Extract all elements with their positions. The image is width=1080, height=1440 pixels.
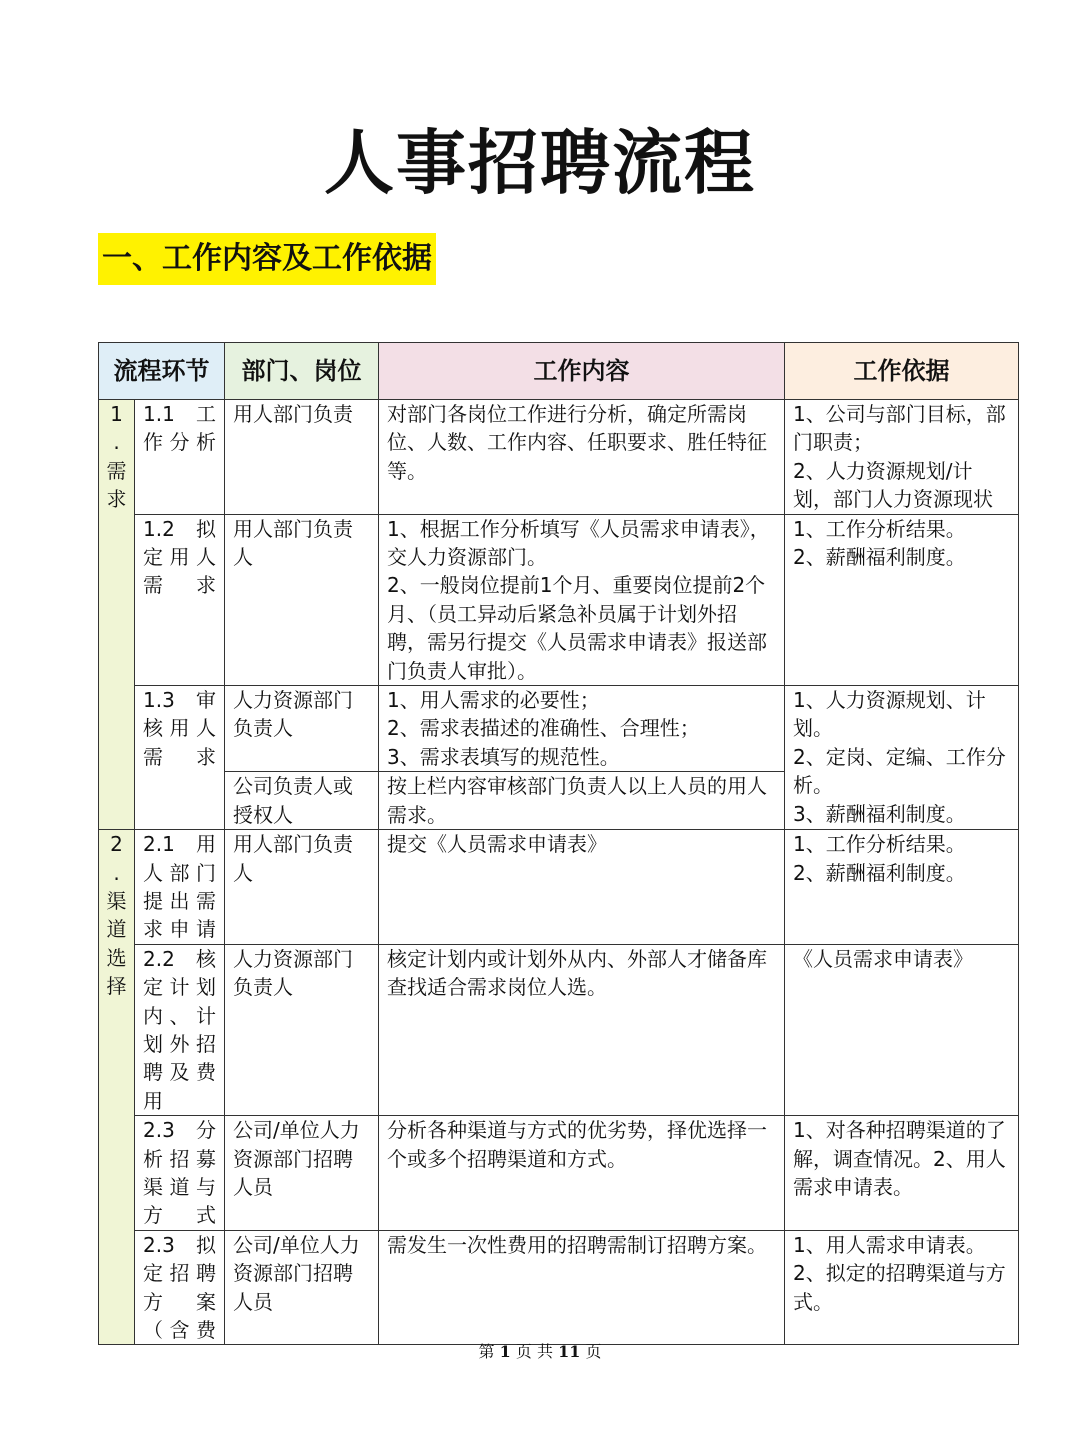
text-line: . <box>113 860 120 885</box>
basis-cell: 1、对各种招聘渠道的了解，调查情况。2、用人需求申请表。 <box>785 1116 1019 1231</box>
text-line: . <box>113 430 120 455</box>
text-line: 2、薪酬福利制度。 <box>793 545 966 570</box>
text-line: 2、薪酬福利制度。 <box>793 860 966 885</box>
dept-cell: 用人部门负责人 <box>225 830 379 945</box>
text-line: 1、公司与部门目标，部门职责； <box>793 402 1006 455</box>
basis-cell <box>785 830 1019 945</box>
step-cell: 2.3 分析招募渠道与方式 <box>135 1116 225 1231</box>
footer-suffix: 页 <box>585 1342 602 1361</box>
table-row <box>99 830 1019 945</box>
header-basis: 工作依据 <box>785 343 1019 400</box>
text-line: 3、需求表填写的规范性。 <box>387 744 620 769</box>
page-title: 人事招聘流程 <box>324 122 756 204</box>
text-line: 2、拟定的招聘渠道与方式。 <box>793 1261 1006 1314</box>
text-line: 道 <box>106 917 127 942</box>
step-cell: 2.3 拟定招聘方案（含费 <box>135 1230 225 1345</box>
table-row <box>99 1116 1019 1231</box>
basis-cell <box>785 514 1019 685</box>
text-line: 选 <box>106 945 127 970</box>
header-process-stage: 流程环节 <box>99 343 225 400</box>
step-cell: 1.3 审核用人需求 <box>135 686 225 830</box>
basis-cell: 《人员需求申请表》 <box>785 944 1019 1115</box>
dept-cell: 用人部门负责 <box>225 400 379 515</box>
table-row <box>99 944 1019 1115</box>
text-line: 3、薪酬福利制度。 <box>793 801 966 826</box>
text-line: 2、需求表描述的准确性、合理性； <box>387 716 700 741</box>
text-line: 2、一般岗位提前1个月、重要岗位提前2个月、（员工异动后紧急补员属于计划外招聘，需另行提交《人员需求申请表》报送部门负责人审批）。 <box>387 573 767 683</box>
text-line: 需 <box>106 458 127 483</box>
dept-cell: 人力资源部门负责人 <box>225 686 379 772</box>
step-cell: 1.1 工作分析 <box>135 400 225 515</box>
dept-cell: 公司/单位人力资源部门招聘人员 <box>225 1116 379 1231</box>
content-cell: 分析各种渠道与方式的优劣势，择优选择一个或多个招聘渠道和方式。 <box>379 1116 785 1231</box>
footer-middle: 页 共 <box>515 1342 553 1361</box>
step-cell: 1.2 拟定用人需求 <box>135 514 225 685</box>
dept-cell: 人力资源部门负责人 <box>225 944 379 1115</box>
content-cell: 按上栏内容审核部门负责人以上人员的用人需求。 <box>379 772 785 830</box>
text-line: 1 <box>110 402 123 426</box>
text-line: 2、定岗、定编、工作分析。 <box>793 744 1006 798</box>
stage-cell-demand <box>99 400 135 830</box>
text-line: 1、根据工作分析填写《人员需求申请表》，交人力资源部门。 <box>387 516 770 570</box>
footer-prefix: 第 <box>478 1342 495 1361</box>
content-cell <box>379 686 785 772</box>
basis-cell <box>785 686 1019 830</box>
content-cell: 核定计划内或计划外从内、外部人才储备库查找适合需求岗位人选。 <box>379 944 785 1115</box>
recruitment-process-table <box>98 342 1019 1345</box>
table-header-row <box>99 343 1019 400</box>
footer-total-pages: 11 <box>558 1342 581 1361</box>
header-department: 部门、岗位 <box>225 343 379 400</box>
text-line: 渠 <box>106 888 127 913</box>
text-line: 1、人力资源规划、计划。 <box>793 688 986 741</box>
footer-page-number: 1 <box>499 1342 511 1361</box>
text-line: 对部门各岗位工作进行分析，确定所需岗位、人数、工作内容、任职要求、胜任特征等。 <box>387 402 767 483</box>
stage-cell-channel <box>99 830 135 1345</box>
section-heading: 一、工作内容及工作依据 <box>98 233 436 285</box>
table-row <box>99 514 1019 685</box>
dept-cell: 用人部门负责人 <box>225 514 379 685</box>
step-cell: 2.1 用人部门提出需求申请 <box>135 830 225 945</box>
content-cell: 需发生一次性费用的招聘需制订招聘方案。 <box>379 1230 785 1345</box>
dept-cell: 公司/单位人力资源部门招聘人员 <box>225 1230 379 1345</box>
table-row <box>99 686 1019 772</box>
table-row <box>99 1230 1019 1345</box>
basis-cell <box>785 400 1019 515</box>
text-line: 2、人力资源规划/计划，部门人力资源现状 <box>793 458 993 512</box>
page-footer <box>0 1340 1080 1364</box>
table-row <box>99 400 1019 515</box>
text-line: 择 <box>106 974 127 999</box>
basis-cell <box>785 1230 1019 1345</box>
text-line: 求 <box>106 487 127 512</box>
header-content: 工作内容 <box>379 343 785 400</box>
content-cell <box>379 400 785 515</box>
text-line: 1、用人需求的必要性； <box>387 688 600 713</box>
text-line: 2 <box>110 832 123 857</box>
dept-cell: 公司负责人或授权人 <box>225 772 379 830</box>
text-line: 1、用人需求申请表。 <box>793 1232 986 1257</box>
step-cell: 2.2 核定计划内、计划外招聘及费用 <box>135 944 225 1115</box>
text-line: 1、工作分析结果。 <box>793 832 966 857</box>
content-cell <box>379 514 785 685</box>
text-line: 1、工作分析结果。 <box>793 516 966 541</box>
content-cell: 提交《人员需求申请表》 <box>379 830 785 945</box>
